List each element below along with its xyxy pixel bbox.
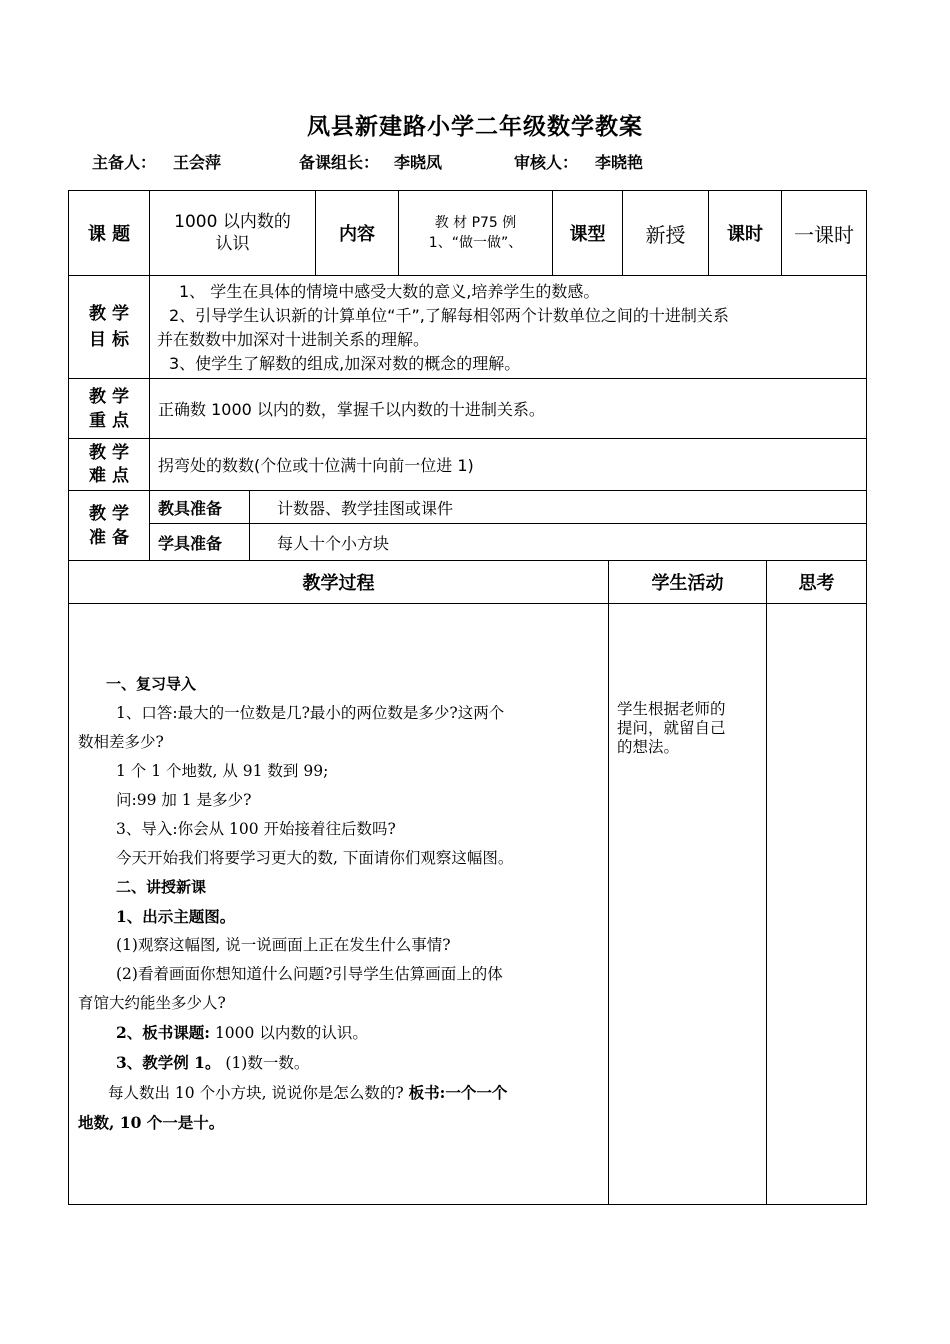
- process-line: 育馆大约能坐多少人?: [78, 994, 226, 1012]
- topic-value-line-2: 认识: [215, 234, 250, 254]
- objectives-list: [157, 280, 863, 376]
- content-label: 内容: [339, 224, 375, 245]
- group-leader-label: 备课组长：: [299, 153, 380, 172]
- process-line: (2)看着画面你想知道什么问题?引导学生估算画面上的体: [116, 965, 503, 983]
- activity-line: 学生根据老师的: [617, 700, 726, 718]
- reviewer-name: 李晓艳: [595, 153, 644, 172]
- teacher-materials-value: 计数器、教学挂图或课件: [277, 498, 454, 518]
- process-step: [78, 1078, 604, 1108]
- objective-item: 3、使学生了解数的组成,加深对数的概念的理解。: [169, 354, 521, 373]
- section-title-review: 一、复习导入: [106, 675, 197, 693]
- section-title-new-lesson: 二、讲授新课: [116, 878, 207, 896]
- difficulties-label-line-2: 难 点: [89, 465, 129, 486]
- process-column-header: 教学过程: [302, 573, 375, 594]
- process-line: 问:99 加 1 是多少?: [116, 791, 252, 809]
- lesson-hours-label: 课时: [727, 224, 763, 245]
- teaching-process: [78, 670, 604, 1137]
- topic-value: [150, 191, 315, 275]
- process-step-title: 1、出示主题图。: [116, 907, 236, 926]
- process-line: 1、口答:最大的一位数是几?最小的两位数是多少?这两个: [116, 704, 505, 722]
- process-step: [78, 1018, 604, 1048]
- process-line: 今天开始我们将要学习更大的数, 下面请你们观察这幅图。: [116, 849, 514, 867]
- lead-teacher-label: 主备人：: [92, 153, 157, 172]
- key-points-value: 正确数 1000 以内的数，掌握千以内数的十进制关系。: [158, 400, 545, 419]
- activity-column-header: 学生活动: [651, 573, 724, 594]
- content-value-line-1: 教 材 P75 例: [434, 215, 517, 231]
- difficulties-label-line-1: 教 学: [89, 442, 129, 463]
- topic-value-line-1: 1000 以内数的: [174, 212, 291, 232]
- activity-line: 提问，就留自己: [617, 719, 726, 737]
- preparation-label: [69, 491, 149, 560]
- content-value: [399, 191, 552, 275]
- process-line: (1)观察这幅图, 说一说画面上正在发生什么事情?: [116, 936, 451, 954]
- reviewer-label: 审核人：: [514, 153, 579, 172]
- process-step-text: 每人数出 10 个小方块, 说说你是怎么数的?: [108, 1084, 409, 1102]
- board-note-text: 一个一个: [445, 1083, 508, 1102]
- board-note-text: 地数, 10 个一是十。: [78, 1113, 225, 1132]
- student-materials-label: 学具准备: [158, 533, 223, 553]
- process-step: [78, 1048, 604, 1078]
- reflection-column-header: 思考: [798, 573, 835, 594]
- process-line: 3、导入:你会从 100 开始接着往后数吗?: [116, 820, 396, 838]
- group-leader-name: 李晓凤: [394, 153, 443, 172]
- process-line: 1 个 1 个地数, 从 91 数到 99;: [116, 762, 329, 780]
- process-line: 数相差多少?: [78, 733, 164, 751]
- lesson-hours-value: 一课时: [794, 222, 854, 247]
- objectives-label-line-1: 教 学: [89, 304, 129, 324]
- activity-line: 的想法。: [617, 738, 680, 756]
- objectives-label: [69, 276, 149, 378]
- teacher-materials-label: 教具准备: [158, 498, 223, 518]
- difficulties-label: [69, 439, 149, 490]
- preparation-label-line-1: 教 学: [89, 503, 129, 524]
- lesson-type-value: 新授: [645, 222, 686, 247]
- objective-item: 1、 学生在具体的情境中感受大数的意义,培养学生的数感。: [179, 282, 600, 301]
- process-step-title: 2、板书课题:: [116, 1023, 211, 1042]
- board-note-label: 板书:: [408, 1083, 446, 1102]
- topic-label: 课 题: [87, 224, 131, 245]
- content-value-line-2: 1、“做一做”、: [428, 235, 523, 251]
- process-step-text: (1)数一数。: [220, 1054, 310, 1072]
- objectives-label-line-2: 目 标: [89, 330, 129, 350]
- objective-item: 并在数数中加深对十进制关系的理解。: [157, 330, 430, 349]
- process-step-text: 1000 以内数的认识。: [210, 1024, 368, 1042]
- student-materials-value: 每人十个小方块: [277, 533, 390, 553]
- objective-item: 2、引导学生认识新的计算单位“千”,了解每相邻两个计数单位之间的十进制关系: [169, 306, 729, 325]
- difficulties-value: 拐弯处的数数(个位或十位满十向前一位进 1): [158, 456, 474, 475]
- key-points-label-line-2: 重 点: [89, 410, 129, 431]
- student-activity: [617, 700, 763, 757]
- lesson-type-label: 课型: [569, 224, 606, 245]
- key-points-label-line-1: 教 学: [89, 386, 129, 407]
- key-points-label: [69, 379, 149, 438]
- lead-teacher-name: 王会萍: [173, 153, 222, 172]
- page-title: 凤县新建路小学二年级数学教案: [307, 114, 643, 140]
- preparation-label-line-2: 准 备: [89, 527, 129, 548]
- process-step-title: 3、教学例 1。: [116, 1053, 221, 1072]
